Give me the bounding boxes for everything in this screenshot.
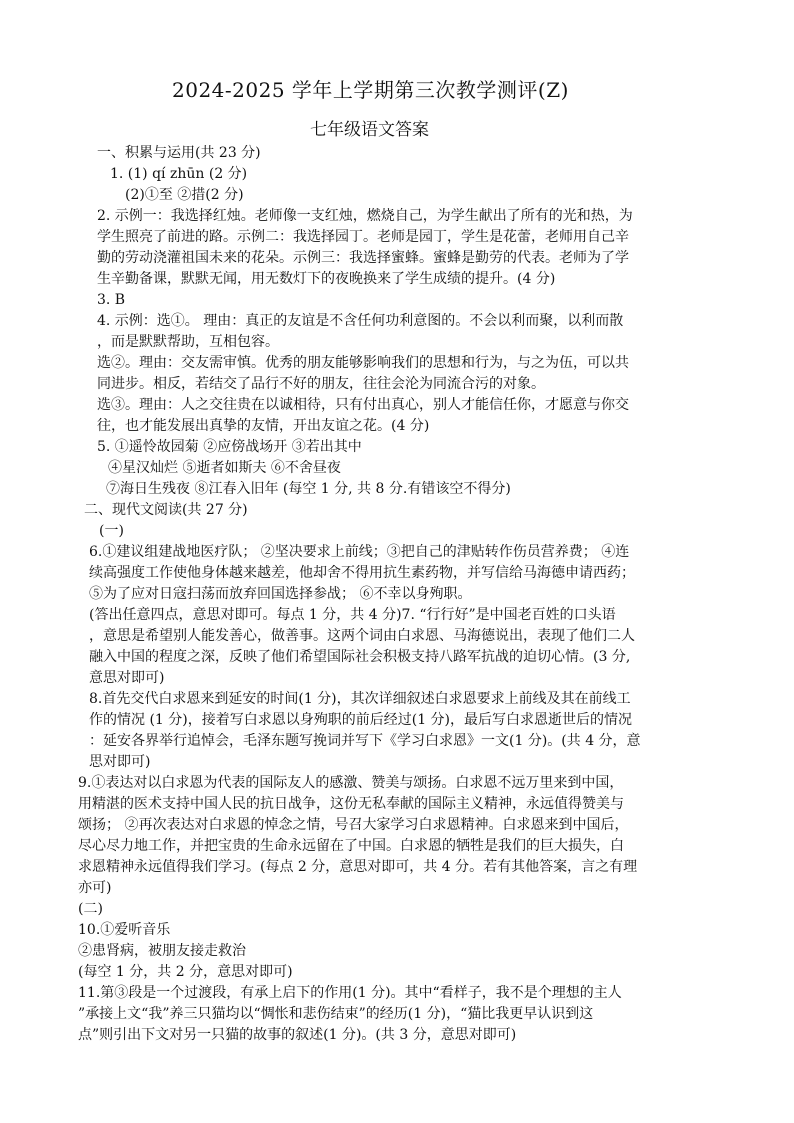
answer-line: 尽心尽力地工作，并把宝贵的生命永远留在了中国。白求恩的牺牲是我们的巨大损失，白 <box>78 838 624 854</box>
answer-line: 意思对即可) <box>89 670 165 686</box>
answer-line: 10.①爱听音乐 <box>78 922 171 938</box>
answer-line: 往，也才能发展出真挚的友情，开出友谊之花。(4 分) <box>97 418 430 434</box>
page-title: 2024-2025 学年上学期第三次教学测评(Z) <box>172 78 569 102</box>
answer-line: ：延安各界举行追悼会，毛泽东题写挽词并写下《学习白求恩》一文(1 分)。(共 4 分，意 <box>89 733 641 749</box>
answer-line: (答出任意四点，意思对即可。每点 1 分，共 4 分)7. “行行好”是中国老百姓的口头语 <box>89 607 616 623</box>
answer-line: 颂扬； ②再次表达对白求恩的悼念之情，号召大家学习白求恩精神。白求恩来到中国后， <box>78 817 629 833</box>
section-heading: 二、现代文阅读(共 27 分) <box>84 502 248 518</box>
answer-line: 作的情况 (1 分)，接着写白求恩以身殉职的前后经过(1 分)，最后写白求恩逝世后的情况 <box>89 712 633 728</box>
answer-line: ⑤为了应对日寇扫荡而放弃回国选择参战； ⑥不幸以身殉职。 <box>89 586 472 602</box>
answer-line: 用精湛的医术支持中国人民的抗日战争，这份无私奉献的国际主义精神，永远值得赞美与 <box>78 796 624 812</box>
answer-line: 1. (1) qí zhūn (2 分) <box>110 166 248 182</box>
answer-line: 融入中国的程度之深，反映了他们希望国际社会积极支持八路军抗战的迫切心情。(3 分, <box>89 649 631 665</box>
answer-line: 学生照亮了前进的路。示例二：我选择园丁。老师是园丁，学生是花蕾，老师用自己辛 <box>97 229 629 245</box>
answer-line: 4. 示例：选①。 理由：真正的友谊是不含任何功利意图的。不会以利而聚，以利而散 <box>97 313 624 329</box>
answer-line: (每空 1 分，共 2 分，意思对即可) <box>78 964 293 980</box>
answer-line: 11.第③段是一个过渡段，有承上启下的作用(1 分)。其中“看样子，我不是个理想的主人 <box>78 985 622 1001</box>
answer-line: ”承接上文“我”养三只猫均以“惆怅和悲伤结束”的经历(1 分)，“猫比我更早认识到这 <box>78 1006 594 1022</box>
answer-line: 5. ①遥怜故园菊 ②应傍战场开 ③若出其中 <box>97 439 362 455</box>
subsection-heading: (一) <box>99 523 124 539</box>
answer-line: 8.首先交代白求恩来到延安的时间(1 分)，其次详细叙述白求恩要求上前线及其在前线工 <box>89 691 631 707</box>
answer-line: ⑦海日生残夜 ⑧江春入旧年 (每空 1 分, 共 8 分.有错该空不得分) <box>106 481 511 497</box>
answer-line: 选③。理由：人之交往贵在以诚相待，只有付出真心，别人才能信任你，才愿意与你交 <box>97 397 629 413</box>
answer-line: 生辛勤备课，默默无闻，用无数灯下的夜晚换来了学生成绩的提升。(4 分) <box>97 271 556 287</box>
answer-line: 思对即可) <box>89 754 151 770</box>
answer-line: 点”则引出下文对另一只猫的故事的叙述(1 分)。(共 3 分，意思对即可) <box>78 1027 517 1043</box>
page-subtitle: 七年级语文答案 <box>310 120 429 140</box>
answer-line: ，意思是希望别人能发善心，做善事。这两个词由白求恩、马海德说出，表现了他们二人 <box>89 628 635 644</box>
subsection-heading: (二) <box>78 901 103 917</box>
answer-line: 2. 示例一：我选择红烛。老师像一支红烛，燃烧自己，为学生献出了所有的光和热，为 <box>97 208 633 224</box>
answer-line: ②患肾病，被朋友接走救治 <box>78 943 246 959</box>
answer-line: 亦可) <box>78 880 112 896</box>
answer-line: 勤的劳动浇灌祖国未来的花朵。示例三：我选择蜜蜂。蜜蜂是勤劳的代表。老师为了学 <box>97 250 629 266</box>
answer-line: (2)①至 ②措(2 分) <box>125 187 244 203</box>
section-heading: 一、积累与运用(共 23 分) <box>97 145 261 161</box>
answer-line: 3. B <box>97 292 126 308</box>
answer-line: 选②。理由：交友需审慎。优秀的朋友能够影响我们的思想和行为，与之为伍，可以共 <box>97 355 629 371</box>
answer-line: ，而是默默帮助，互相包容。 <box>97 334 279 350</box>
answer-line: 求恩精神永远值得我们学习。(每点 2 分，意思对即可，共 4 分。若有其他答案，言之有理 <box>78 859 638 875</box>
answer-line: 续高强度工作使他身体越来越差，他却舍不得用抗生素药物，并写信给马海德申请西药； <box>89 565 635 581</box>
answer-line: 9.①表达对以白求恩为代表的国际友人的感激、赞美与颂扬。白求恩不远万里来到中国， <box>78 775 624 791</box>
answer-line: 同进步。相反，若结交了品行不好的朋友，往往会沦为同流合污的对象。 <box>97 376 545 392</box>
answer-line: 6.①建议组建战地医疗队； ②坚决要求上前线；③把自己的津贴转作伤员营养费； ④连 <box>89 544 630 560</box>
answer-line: ④星汉灿烂 ⑤逝者如斯夫 ⑥不舍昼夜 <box>108 460 341 476</box>
